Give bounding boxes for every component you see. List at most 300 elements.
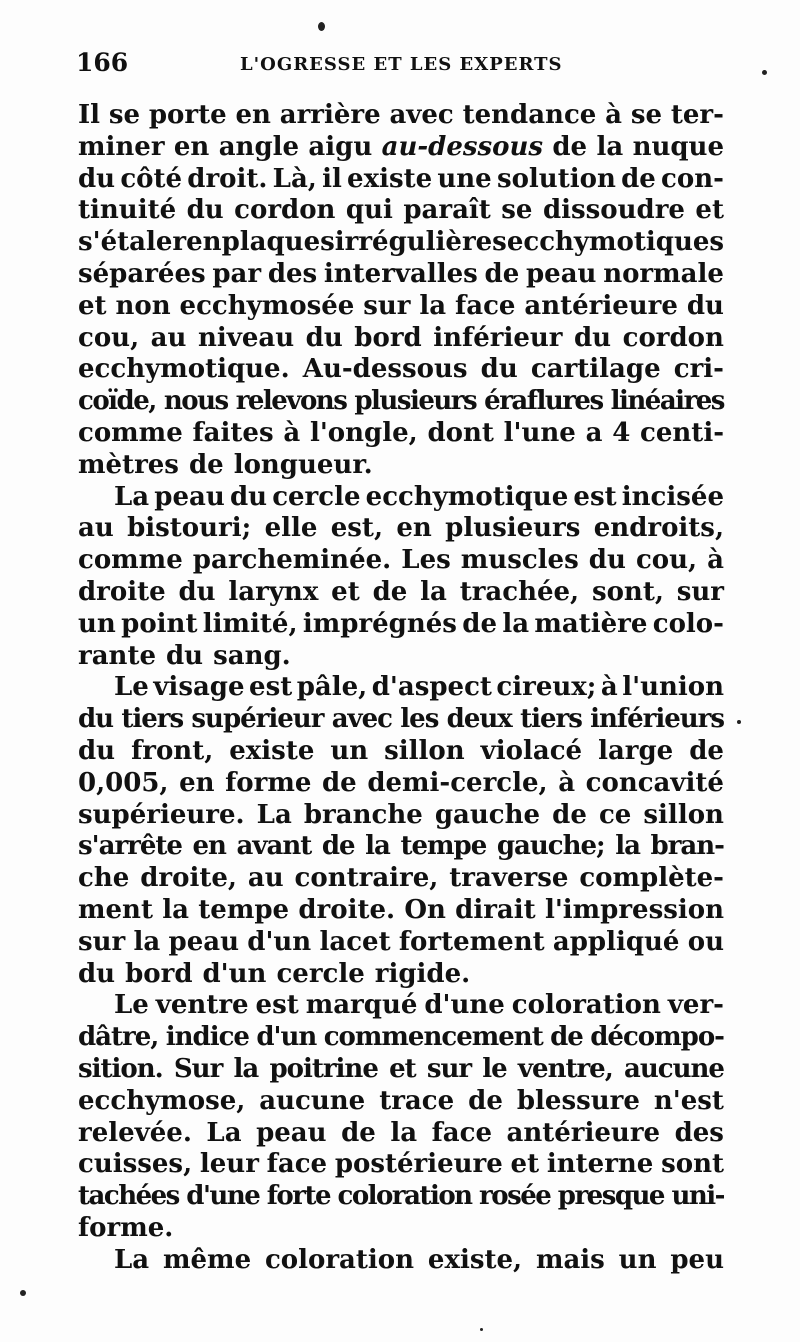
word: antérieure — [524, 290, 678, 321]
word: de — [552, 799, 587, 830]
word: l'union — [622, 672, 724, 703]
word: che — [78, 863, 130, 894]
word: au — [78, 513, 114, 544]
word: sont — [661, 1149, 724, 1180]
word: de — [550, 1022, 583, 1053]
word: un — [618, 1244, 657, 1275]
word: est — [573, 481, 617, 512]
word: de — [372, 576, 408, 607]
text-line — [78, 513, 724, 545]
text-line — [78, 1054, 724, 1086]
text-line — [78, 672, 724, 704]
word: côté — [120, 163, 183, 194]
word: de — [188, 449, 224, 480]
word: On — [404, 894, 446, 925]
word: est — [249, 672, 293, 703]
word: se — [630, 100, 663, 130]
word: cou, — [78, 322, 140, 353]
word: branche — [303, 799, 423, 830]
word: la — [365, 831, 390, 862]
word: tiers — [520, 704, 582, 735]
word: droite, — [140, 863, 237, 894]
word: du — [78, 958, 116, 989]
word: à — [605, 100, 623, 130]
word: La — [114, 1244, 150, 1275]
word: et — [389, 1053, 416, 1084]
word: large — [598, 735, 674, 766]
word: leur — [199, 1149, 259, 1180]
word: qui — [345, 195, 393, 226]
word: ventre, — [517, 1053, 613, 1084]
word: peau — [256, 1117, 327, 1148]
word: uni- — [671, 1181, 724, 1212]
word: La — [114, 481, 150, 512]
word: concavité — [585, 767, 724, 798]
word: bran- — [650, 831, 724, 862]
print-speck — [20, 1290, 26, 1296]
word: sur — [78, 926, 126, 957]
text-line — [78, 1086, 724, 1118]
word: linéaires — [610, 386, 724, 417]
word: la — [133, 926, 161, 957]
word: poitrine — [269, 1053, 378, 1084]
text-line — [78, 609, 724, 641]
word: 0,005, — [78, 767, 169, 798]
word: même — [163, 1244, 252, 1275]
text-line — [78, 895, 724, 927]
word: décompo- — [590, 1022, 724, 1053]
word: bord — [125, 958, 193, 989]
word: s'étaler — [78, 227, 187, 258]
word: se — [108, 100, 141, 130]
word: pâle, — [296, 672, 368, 703]
word: tiers — [121, 704, 184, 735]
word: front, — [131, 735, 214, 766]
word: cordon — [234, 195, 336, 226]
word: Il — [78, 100, 101, 130]
word: la — [390, 1117, 418, 1148]
text-line — [78, 195, 724, 227]
word: cuisses, — [78, 1149, 193, 1180]
word: du — [166, 640, 204, 671]
word: traverse — [449, 863, 569, 894]
word: demi-cercle, — [367, 767, 548, 798]
word: Le — [114, 672, 149, 703]
word: d'une — [186, 1181, 260, 1212]
word: plusieurs — [445, 513, 581, 544]
print-speck — [318, 22, 325, 31]
word: arrière — [279, 100, 381, 130]
word: une — [437, 163, 492, 194]
text-line — [78, 418, 724, 450]
word: rigide. — [374, 958, 471, 989]
word: il — [322, 163, 342, 194]
word: et — [78, 290, 107, 321]
word: se — [501, 195, 533, 226]
word: existe — [229, 735, 315, 766]
word: supérieure. — [78, 799, 245, 830]
word: nous — [163, 386, 228, 417]
text-line — [78, 482, 724, 514]
word: gauche — [434, 799, 541, 830]
word: la — [233, 1053, 259, 1084]
word: sition. — [78, 1053, 163, 1084]
word: incisée — [621, 481, 724, 512]
word: contraire, — [294, 863, 439, 894]
word: inférieur — [433, 322, 563, 353]
word: Là, — [272, 163, 317, 194]
word: avant — [236, 831, 312, 862]
word: dâtre, — [78, 1022, 159, 1053]
text-line — [78, 100, 724, 132]
text-line — [78, 831, 724, 863]
text-line — [78, 354, 724, 386]
word: comme — [78, 417, 183, 448]
word: paraît — [403, 195, 491, 226]
word: bord — [354, 322, 422, 353]
text-line — [78, 386, 724, 418]
word: du — [229, 481, 268, 512]
word: ment — [78, 894, 153, 925]
word: avec — [331, 704, 393, 735]
word: du — [588, 545, 626, 576]
word: du — [78, 163, 116, 194]
word: du — [178, 576, 216, 607]
text-line — [78, 927, 724, 959]
word: la — [420, 576, 447, 607]
word: marqué — [305, 990, 418, 1021]
word: deux — [446, 704, 512, 735]
word: centi- — [640, 417, 724, 448]
text-line — [78, 577, 724, 609]
word: La — [256, 799, 292, 830]
word: tachées — [78, 1181, 179, 1212]
text-line — [78, 164, 724, 196]
word: mais — [535, 1244, 605, 1275]
word: est, — [330, 513, 383, 544]
word: dissoudre — [542, 195, 685, 226]
word: du — [78, 735, 116, 766]
word: supérieur — [191, 704, 324, 735]
word: ventre — [155, 990, 249, 1021]
word: du — [78, 704, 114, 735]
word: au — [150, 322, 187, 353]
word: d'une — [424, 990, 505, 1021]
word: de — [462, 608, 497, 639]
word: endroits, — [593, 513, 724, 544]
word: cri- — [673, 354, 724, 385]
word: cercle — [272, 481, 361, 512]
word: sont, — [591, 576, 664, 607]
word: indice — [165, 1022, 249, 1053]
text-line — [78, 768, 724, 800]
word: La — [206, 1117, 242, 1148]
word: colo- — [652, 608, 724, 639]
word: d'un — [202, 958, 267, 989]
word: faites — [192, 417, 274, 448]
word: un — [330, 735, 369, 766]
word: sillon — [384, 735, 465, 766]
word: en — [186, 227, 222, 258]
word: face — [431, 1117, 492, 1148]
word: complète- — [579, 863, 724, 894]
word: droit. — [187, 163, 268, 194]
text-line — [78, 545, 724, 577]
word: avec — [389, 100, 454, 130]
word: ecchymotiques — [506, 227, 725, 258]
word: relevons — [235, 386, 347, 417]
word: lacet — [319, 926, 391, 957]
word: ter- — [670, 100, 724, 130]
word: s'arrête — [78, 831, 182, 862]
word: cou, — [635, 545, 698, 576]
word: point — [121, 608, 198, 639]
text-line — [78, 800, 724, 832]
word: d'un — [247, 926, 312, 957]
text-line — [78, 1149, 724, 1181]
word: en — [173, 131, 210, 162]
word: plaques — [221, 227, 335, 258]
word: plusieurs — [354, 386, 477, 417]
word: peu — [670, 1244, 724, 1275]
text-line — [78, 259, 724, 291]
word: du — [480, 354, 518, 385]
word: un — [78, 608, 116, 639]
word: intervalles — [323, 258, 478, 289]
word: trace — [379, 1085, 455, 1116]
word: Sur — [173, 1053, 223, 1084]
word: ecchymotique. — [78, 354, 290, 385]
word: Au-dessous — [302, 354, 468, 385]
word: de — [321, 767, 357, 798]
word: forte — [266, 1181, 331, 1212]
word: ou — [687, 926, 724, 957]
word: à — [558, 767, 576, 798]
word: des — [267, 258, 318, 289]
text-line — [78, 1245, 724, 1277]
word: la — [502, 608, 530, 639]
text-line — [78, 704, 724, 736]
word: Le — [114, 990, 149, 1021]
word: dirait — [455, 894, 536, 925]
word: bistouri; — [127, 513, 252, 544]
word: violacé — [480, 735, 583, 766]
word: cordon — [622, 322, 724, 353]
text-line — [78, 1181, 724, 1213]
word: a — [585, 417, 603, 448]
word: sur — [426, 1053, 472, 1084]
word: en — [396, 513, 432, 544]
word: blessure — [516, 1085, 640, 1116]
word: les — [400, 704, 439, 735]
word: commencement — [323, 1022, 543, 1053]
word: coïde, — [78, 386, 156, 417]
text-line — [78, 1022, 724, 1054]
word: peau — [525, 258, 597, 289]
word: sur — [363, 290, 411, 321]
word: l'ongle, — [309, 417, 418, 448]
word: face — [455, 290, 516, 321]
print-speck — [762, 70, 767, 75]
word: la — [419, 290, 447, 321]
word: normale — [603, 258, 724, 289]
word: coloration — [337, 1181, 472, 1212]
word: existe — [347, 163, 433, 194]
word: matière — [534, 608, 648, 639]
word: le — [482, 1053, 507, 1084]
text-line — [78, 959, 724, 991]
word: coloration — [511, 990, 661, 1021]
word: l'impression — [544, 894, 724, 925]
text-line — [78, 227, 724, 259]
word: sillon — [643, 799, 724, 830]
word: la — [615, 831, 640, 862]
word: face — [266, 1149, 328, 1180]
text-line — [78, 736, 724, 768]
word: d'aspect — [371, 672, 492, 703]
word: est — [255, 990, 299, 1021]
word: coloration — [264, 1244, 415, 1275]
word: irrégulières — [334, 227, 507, 258]
word: parcheminée. — [192, 545, 392, 576]
word: rosée — [479, 1181, 551, 1212]
word: de — [468, 1085, 503, 1116]
word: éraflures — [484, 386, 603, 417]
word: limité, — [202, 608, 298, 639]
word: séparées — [78, 258, 206, 289]
word: trachée, — [459, 576, 580, 607]
word: au-dessous — [381, 131, 544, 162]
word: dont — [427, 417, 494, 448]
word: larynx — [228, 576, 319, 607]
word: au — [247, 863, 284, 894]
word: aucune — [259, 1085, 366, 1116]
running-title: L'OGRESSE ET LES EXPERTS — [240, 54, 563, 75]
word: droite — [78, 576, 166, 607]
word: en — [179, 767, 215, 798]
word: en — [235, 100, 271, 130]
word: à — [707, 545, 724, 576]
word: la — [596, 131, 624, 162]
word: ce — [598, 799, 632, 830]
word: comme — [78, 545, 183, 576]
word: du — [574, 322, 612, 353]
word: tempe — [400, 831, 487, 862]
word: du — [186, 195, 224, 226]
word: de — [621, 163, 656, 194]
word: porte — [148, 100, 227, 130]
word: visage — [153, 672, 245, 703]
word: solution — [496, 163, 616, 194]
word: à — [600, 672, 618, 703]
word: sang. — [213, 640, 291, 671]
word: en — [192, 831, 226, 862]
text-line — [78, 1213, 724, 1245]
word: aigu — [308, 131, 373, 162]
word: antérieure — [506, 1117, 661, 1148]
word: ecchymotique — [365, 481, 569, 512]
word: fortement — [398, 926, 545, 957]
word: cireux; — [496, 672, 597, 703]
word: interne — [546, 1149, 654, 1180]
word: gauche; — [496, 831, 605, 862]
word: niveau — [197, 322, 295, 353]
text-line — [78, 641, 724, 673]
word: forme — [225, 767, 312, 798]
word: et — [331, 576, 360, 607]
word: peau — [168, 926, 239, 957]
word: de — [484, 258, 520, 289]
word: tinuité — [78, 195, 177, 226]
word: mètres — [78, 449, 179, 480]
word: inférieurs — [590, 704, 724, 735]
word: Les — [401, 545, 451, 576]
word: imprégnés — [302, 608, 457, 639]
word: de — [341, 1117, 376, 1148]
word: 4 — [612, 417, 631, 448]
word: peau — [154, 481, 225, 512]
word: elle — [264, 513, 318, 544]
page-header — [76, 48, 726, 84]
word: non — [115, 290, 171, 321]
word: muscles — [460, 545, 579, 576]
word: angle — [218, 131, 300, 162]
word: cercle — [276, 958, 365, 989]
word: con- — [661, 163, 724, 194]
word: et — [510, 1149, 540, 1180]
word: ecchymosée — [179, 290, 355, 321]
word: de — [689, 735, 724, 766]
word: rante — [78, 640, 156, 671]
print-speck — [737, 720, 741, 724]
word: appliqué — [552, 926, 680, 957]
word: des — [674, 1117, 724, 1148]
body-text — [78, 100, 724, 1276]
word: de — [552, 131, 588, 162]
text-line — [78, 450, 724, 482]
word: l'une — [503, 417, 576, 448]
text-line — [78, 1118, 724, 1150]
word: cartilage — [530, 354, 661, 385]
print-speck — [480, 1328, 483, 1331]
word: tendance — [462, 100, 597, 130]
text-line — [78, 291, 724, 323]
text-line — [78, 132, 724, 164]
word: d'un — [256, 1022, 317, 1053]
word: longueur. — [233, 449, 373, 480]
word: de — [321, 831, 355, 862]
word: relevée. — [78, 1117, 192, 1148]
word: du — [686, 290, 724, 321]
word: presque — [557, 1181, 664, 1212]
word: ecchymose, — [78, 1085, 246, 1116]
text-line — [78, 323, 724, 355]
word: ver- — [667, 990, 724, 1021]
text-line — [78, 990, 724, 1022]
word: tempe — [198, 894, 290, 925]
word: par — [212, 258, 262, 289]
word: droite. — [298, 894, 396, 925]
word: et — [695, 195, 724, 226]
word: du — [305, 322, 343, 353]
text-line — [78, 863, 724, 895]
word: sur — [676, 576, 724, 607]
word: aucune — [623, 1053, 724, 1084]
word: n'est — [653, 1085, 724, 1116]
word: à — [283, 417, 301, 448]
word: postérieure — [334, 1149, 503, 1180]
word: miner — [78, 131, 165, 162]
